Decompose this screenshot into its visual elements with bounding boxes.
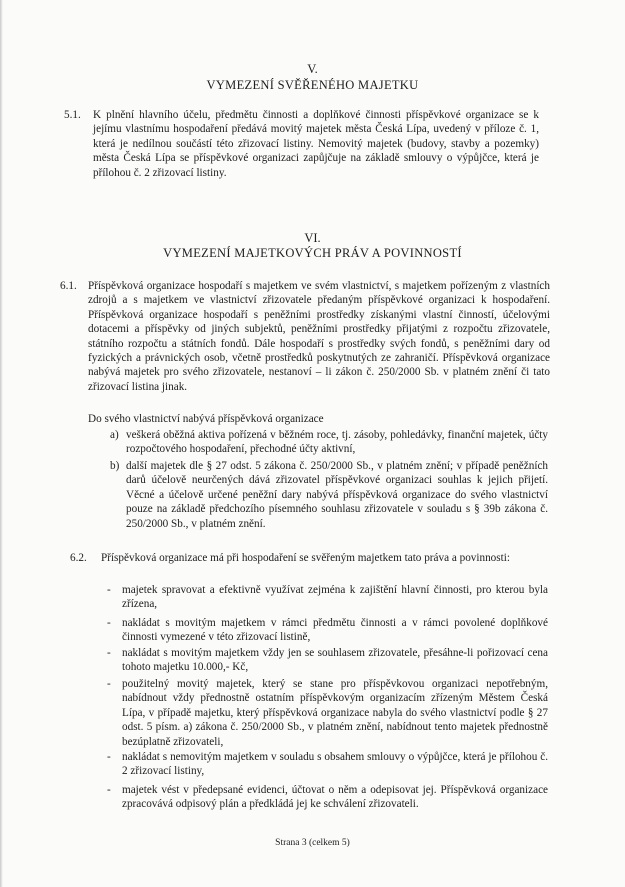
paragraph-5-1: K plnění hlavního účelu, předmětu činnosti a doplňkové činnosti příspěvkové organizace se k jejímu vlastnímu hospodaření předává movitý majetek města Česká Lípa, uvedený v příloze č. 1, která je nedílnou součástí této zřizovací listiny. Nemovitý majetek (budovy, stavby a pozemky) města Česká Lípa se příspěvkové organizaci zapůjčuje na základě smlouvy o výpůjčce, která je přílohou č. 2 zřizovací listiny. (93, 109, 539, 179)
list-item: majetek spravovat a efektivně využívat zejména k zajištění hlavní činnosti, pro kterou byla zřízena, (122, 584, 548, 611)
page-edge-shadow (0, 0, 3, 887)
section-5-title: VYMEZENÍ SVĚŘENÉHO MAJETKU (206, 78, 419, 92)
list-bullet: - (107, 584, 111, 596)
list-item: nakládat s movitým majetkem v rámci předmětu činnosti a v rámci povolené doplňkové činnosti vymezené v této zřizovací listině, (122, 617, 548, 644)
page-footer: Strana 3 (celkem 5) (275, 838, 350, 848)
list-bullet: - (107, 678, 111, 690)
paragraph-6-2-number: 6.2. (70, 552, 87, 564)
paragraph-6-1-intro: Do svého vlastnictví nabývá příspěvková organizace (88, 413, 324, 425)
section-6-title: VYMEZENÍ MAJETKOVÝCH PRÁV A POVINNOSTÍ (163, 246, 462, 260)
list-item-marker: b) (110, 460, 120, 472)
section-5-number: V. (307, 62, 318, 76)
list-bullet: - (107, 617, 111, 629)
list-bullet: - (107, 751, 111, 763)
list-bullet: - (107, 647, 111, 659)
list-item: veškerá oběžná aktiva pořízená v běžném roce, tj. zásoby, pohledávky, finanční majetek, účty rozpočtového hospodaření, přechodné účty aktivní, (126, 429, 548, 456)
list-item: použitelný movitý majetek, který se stane pro příspěvkovou organizaci nepotřebným, nabídnout vždy přednostně ostatním příspěvkovým organizacím zřízeným Městem Česká Lípa, v případě majetku, který příspěvková organizace nabyla do svého vlastnictví podle § 27 odst. 5 písm. a) zákona č. 250/2000 Sb., v platném znění, nabídnout tento majetek přednostně bezúplatně zřizovateli, (122, 678, 548, 748)
list-item-marker: a) (110, 429, 119, 441)
paragraph-6-1-number: 6.1. (60, 280, 77, 292)
paragraph-5-1-number: 5.1. (64, 109, 81, 121)
list-item: majetek vést v předepsané evidenci, účtovat o něm a odepisovat jej. Příspěvková organizace zpracovává odpisový plán a předkládá jej ke schválení zřizovateli. (122, 784, 548, 811)
list-item: nakládat s movitým majetkem vždy jen se souhlasem zřizovatele, přesáhne-li pořizovací cena tohoto majetku 10.000,- Kč, (122, 647, 548, 674)
list-item: nakládat s nemovitým majetkem v souladu s obsahem smlouvy o výpůjčce, která je přílohou č. 2 zřizovací listiny, (122, 751, 548, 778)
list-item: další majetek dle § 27 odst. 5 zákona č. 250/2000 Sb., v platném znění; v případě peněžních darů účelově neurčených dává zřizovatel příspěvkové organizaci souhlas k jejich přijetí. Věcné a účelově určené peněžní dary nabývá příspěvková organizace do svého vlastnictví pouze na základě předchozího písemného souhlasu zřizovatele v souladu s § 39b zákona č. 250/2000 Sb., v platném znění. (126, 460, 548, 530)
section-6-number: VI. (304, 231, 321, 245)
list-bullet: - (107, 784, 111, 796)
paragraph-6-1: Příspěvková organizace hospodaří s majetkem ve svém vlastnictví, s majetkem pořízeným z vlastních zdrojů a s majetkem ve vlastnictví zřizovatele předaným příspěvkové organizaci k hospodaření. Příspěvková organizace hospodaří s peněžními prostředky získanými vlastní činností, účelovými dotacemi a příspěvky od jiných subjektů, peněžními prostředky přijatými z rozpočtu zřizovatele, státního rozpočtu a státních fondů. Dále hospodaří s prostředky svých fondů, s peněžními dary od fyzických a právnických osob, včetně prostředků poskytnutých ze zahraničí. Příspěvková organizace nabývá majetek pro svého zřizovatele, nestanoví – li zákon č. 250/2000 Sb. v platném znění či tato zřizovací listina jinak. (88, 280, 550, 393)
paragraph-6-2: Příspěvková organizace má při hospodaření se svěřeným majetkem tato práva a povinnosti: (101, 552, 510, 564)
